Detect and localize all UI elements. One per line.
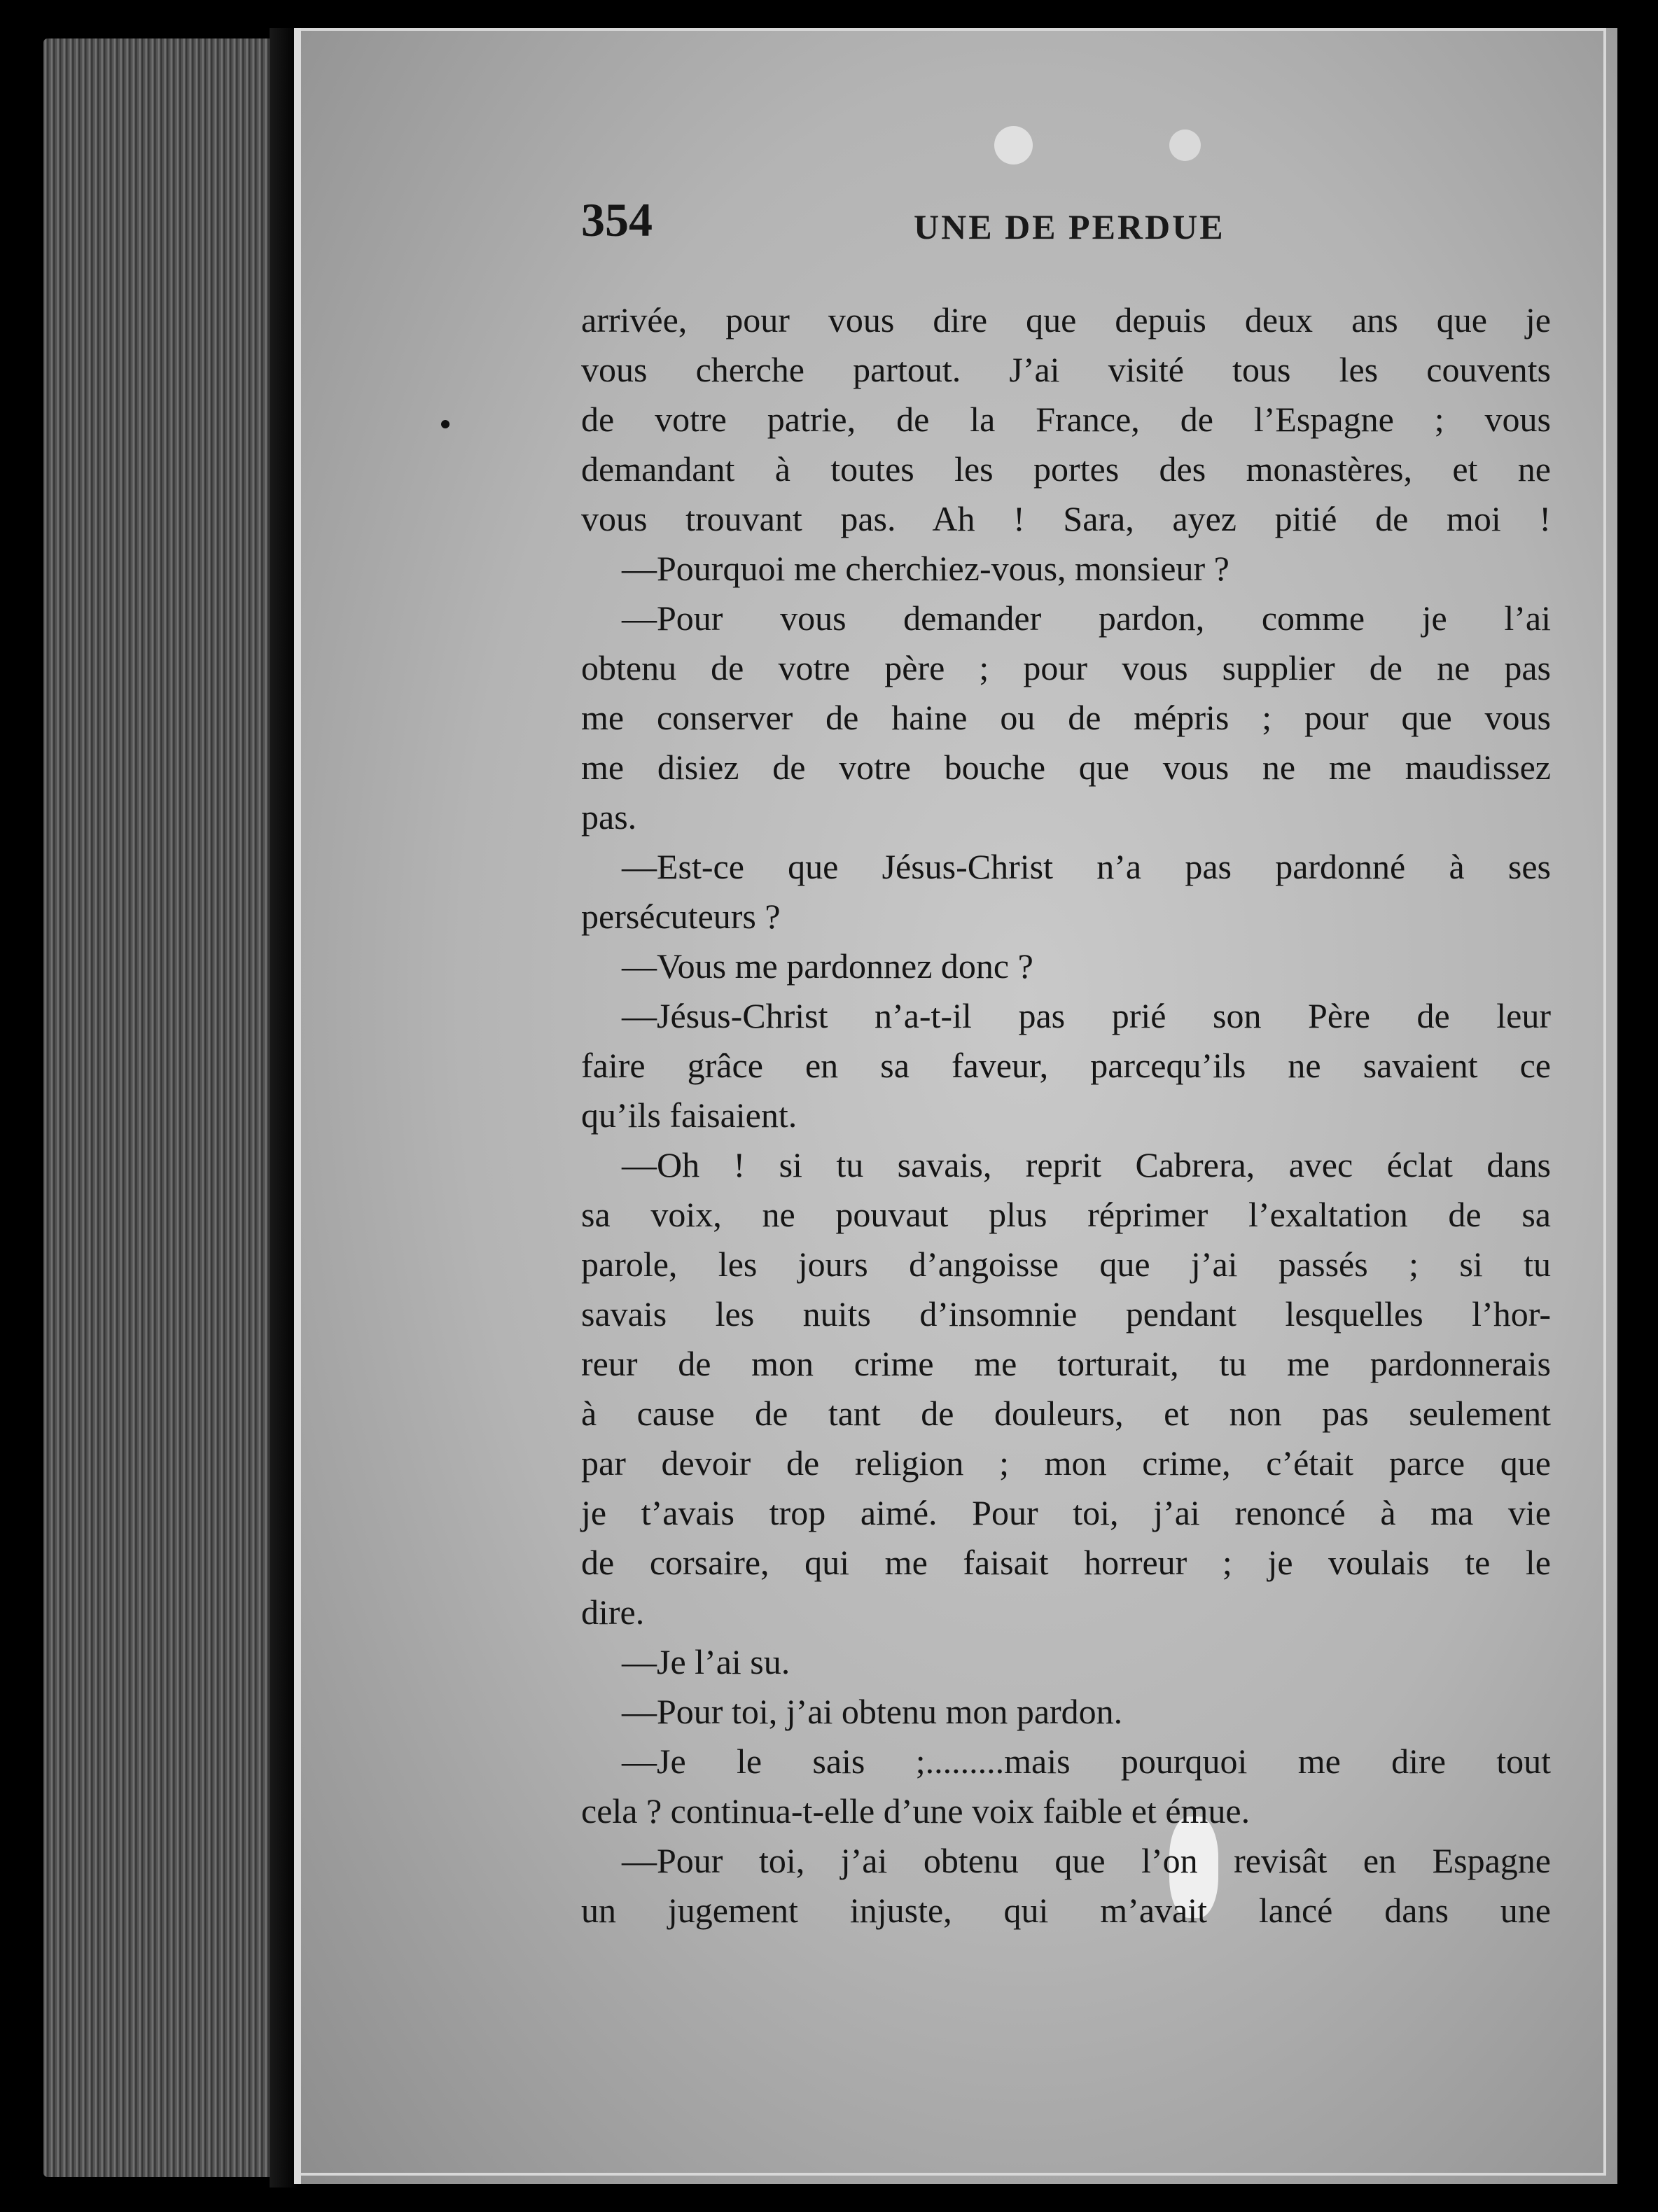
text-line: sa voix, ne pouvaut plus réprimer l’exaltation de sa xyxy=(581,1195,1551,1234)
text-line: —Vous me pardonnez donc ? xyxy=(622,946,1033,986)
page-header xyxy=(581,192,1561,255)
text-line: —Oh ! si tu savais, reprit Cabrera, avec éclat dans xyxy=(622,1145,1551,1184)
text-line: un jugement injuste, qui m’avait lancé dans une xyxy=(581,1891,1551,1930)
text-line: vous cherche partout. J’ai visité tous les couvents xyxy=(581,350,1551,389)
text-line: —Pour toi, j’ai obtenu que l’on revisât en Espagne xyxy=(622,1841,1551,1880)
text-line: qu’ils faisaient. xyxy=(581,1096,797,1135)
text-line: à cause de tant de douleurs, et non pas seulement xyxy=(581,1394,1551,1433)
spine-shadow xyxy=(270,28,298,2188)
text-line: je t’avais trop aimé. Pour toi, j’ai renoncé à ma vie xyxy=(581,1493,1551,1532)
text-line: pas. xyxy=(581,797,637,836)
text-line: —Pour vous demander pardon, comme je l’ai xyxy=(622,598,1551,638)
text-line: —Je le sais ;.........mais pourquoi me dire tout xyxy=(622,1742,1551,1781)
running-title: UNE DE PERDUE xyxy=(914,207,1225,246)
light-blemish xyxy=(1169,130,1201,161)
text-line: —Je l’ai su. xyxy=(622,1642,790,1681)
text-line: faire grâce en sa faveur, parcequ’ils ne savaient ce xyxy=(581,1046,1551,1085)
text-line: persécuteurs ? xyxy=(581,897,781,936)
text-line: me disiez de votre bouche que vous ne me maudissez xyxy=(581,748,1551,787)
text-line: de corsaire, qui me faisait horreur ; je voulais te le xyxy=(581,1543,1551,1582)
text-line: savais les nuits d’insomnie pendant lesquelles l’hor- xyxy=(581,1294,1551,1334)
text-line: demandant à toutes les portes des monastères, et ne xyxy=(581,449,1551,489)
text-line: —Jésus-Christ n’a-t-il pas prié son Père de leur xyxy=(622,996,1551,1035)
text-line: par devoir de religion ; mon crime, c’était parce que xyxy=(581,1443,1551,1483)
text-line: —Pourquoi me cherchiez-vous, monsieur ? xyxy=(622,549,1229,588)
text-line: de votre patrie, de la France, de l’Espagne ; vous xyxy=(581,400,1551,439)
text-line: me conserver de haine ou de mépris ; pour que vous xyxy=(581,698,1551,737)
text-line: obtenu de votre père ; pour vous supplier de ne pas xyxy=(581,648,1551,687)
text-line: —Pour toi, j’ai obtenu mon pardon. xyxy=(622,1692,1123,1731)
ink-speck xyxy=(441,420,450,428)
light-blemish xyxy=(994,126,1033,164)
text-line: parole, les jours d’angoisse que j’ai passés ; si tu xyxy=(581,1245,1551,1284)
text-line: —Est-ce que Jésus-Christ n’a pas pardonné à ses xyxy=(622,847,1551,886)
text-line: cela ? continua-t-elle d’une voix faible et émue. xyxy=(581,1791,1251,1830)
body-text xyxy=(581,295,1551,1935)
text-line: dire. xyxy=(581,1592,645,1632)
book-page-edges xyxy=(43,38,285,2177)
text-line: vous trouvant pas. Ah ! Sara, ayez pitié de moi ! xyxy=(581,499,1551,538)
text-line: arrivée, pour vous dire que depuis deux ans que je xyxy=(581,300,1551,340)
text-line: reur de mon crime me torturait, tu me pardonnerais xyxy=(581,1344,1551,1383)
page-number: 354 xyxy=(581,193,653,246)
